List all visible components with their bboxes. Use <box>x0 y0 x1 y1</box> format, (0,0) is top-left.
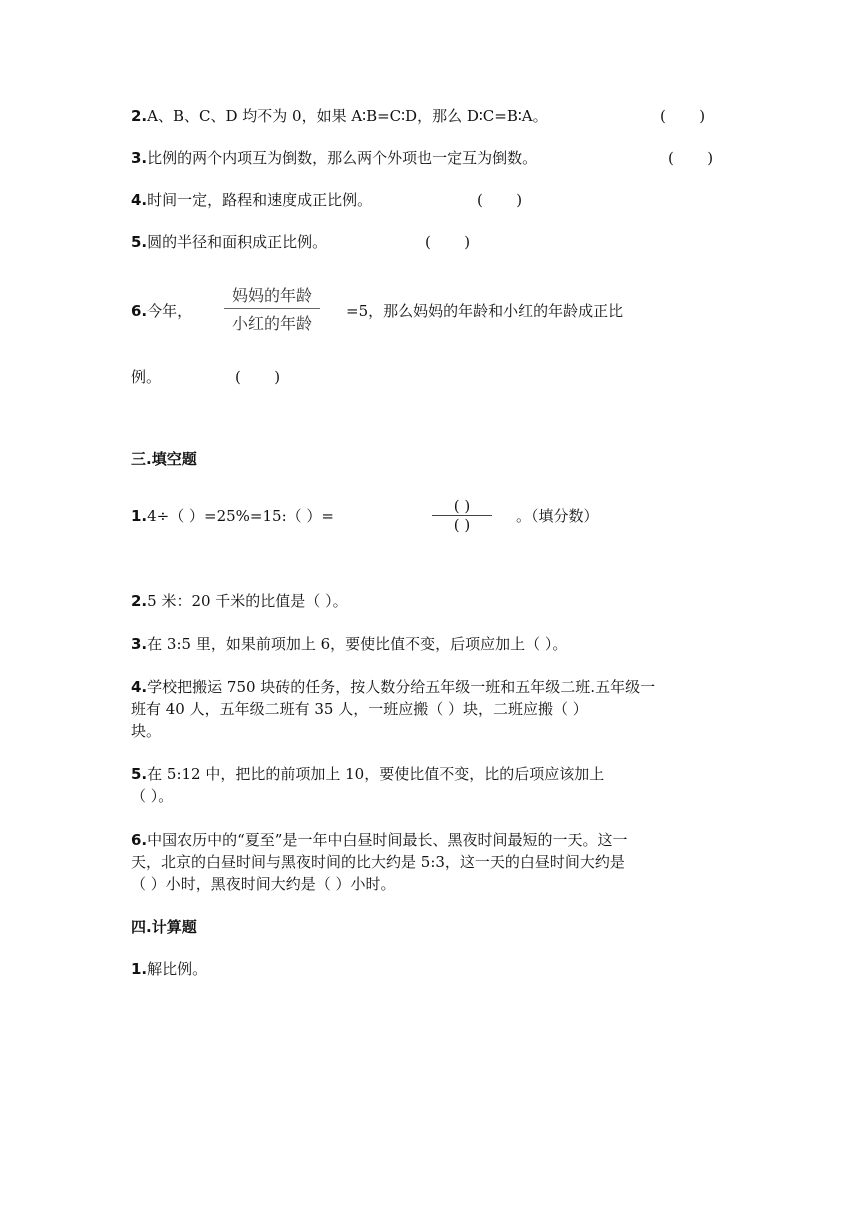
calc-question-1 <box>131 959 207 979</box>
fill-question-5 <box>131 764 604 784</box>
section-title: 四.计算题 <box>131 918 197 936</box>
question-number: 6. <box>131 831 148 849</box>
question-text: 圆的半径和面积成正比例。 <box>147 233 328 251</box>
question-suffix: =5，那么妈妈的年龄和小红的年龄成正比 <box>346 302 624 320</box>
fill-question-4 <box>131 677 655 697</box>
question-number: 3. <box>131 149 148 167</box>
question-note: 。（填分数） <box>516 507 599 525</box>
question-number: 3. <box>131 635 148 653</box>
fill-question-1 <box>131 506 334 526</box>
question-number: 6. <box>131 302 148 320</box>
judge-question-4 <box>131 190 372 210</box>
question-prefix: 今年， <box>147 302 193 320</box>
fill-question-6 <box>131 830 627 850</box>
question-text: 比例的两个内项互为倒数，那么两个外项也一定互为倒数。 <box>147 149 538 167</box>
question-text[interactable]: 4÷（ ）=25%=15:（ ）= <box>147 507 334 525</box>
question-number: 4. <box>131 678 148 696</box>
question-text: A、B、C、D 均不为 0，如果 A∶B=C∶D，那么 D∶C=B∶A。 <box>147 107 548 125</box>
question-text-line2[interactable]: 班有 40 人，五年级二班有 35 人，一班应搬（ ）块，二班应搬（ ） <box>131 700 588 718</box>
question-text-line3: 块。 <box>131 722 162 740</box>
fraction-numerator: 妈妈的年龄 <box>231 286 312 305</box>
judge-question-6 <box>131 301 192 321</box>
judge-question-5 <box>131 232 327 252</box>
answer-blank[interactable]: ( ) <box>477 191 523 209</box>
question-text-line2[interactable]: （ ）。 <box>131 787 174 805</box>
answer-blank[interactable]: ( ) <box>425 233 471 251</box>
fill-question-2 <box>131 591 348 611</box>
answer-blank[interactable]: ( ) <box>668 149 714 167</box>
question-number: 1. <box>131 960 148 978</box>
question-number: 2. <box>131 107 148 125</box>
question-text-line2: 天，北京的白昼时间与黑夜时间的比大约是 5:3，这一天的白昼时间大约是 <box>131 853 625 871</box>
age-fraction-image <box>224 283 320 334</box>
blank-fraction[interactable] <box>432 497 492 534</box>
answer-blank[interactable]: ( ) <box>235 368 281 386</box>
question-text-line1: 中国农历中的“夏至”是一年中白昼时间最长、黑夜时间最短的一天。这一 <box>147 831 628 849</box>
question-text: 解比例。 <box>147 960 208 978</box>
question-number: 5. <box>131 233 148 251</box>
section-title: 三.填空题 <box>131 450 197 468</box>
fraction-denominator: 小红的年龄 <box>231 314 312 333</box>
fraction-numerator: ( ) <box>453 497 471 515</box>
fraction-bar <box>224 308 320 309</box>
fraction-denominator: ( ) <box>453 516 471 534</box>
question-number: 4. <box>131 191 148 209</box>
question-text-line1: 学校把搬运 750 块砖的任务，按人数分给五年级一班和五年级二班.五年级一 <box>147 678 656 696</box>
question-text: 时间一定，路程和速度成正比例。 <box>147 191 373 209</box>
question-number: 5. <box>131 765 148 783</box>
question-text-line3[interactable]: （ ）小时，黑夜时间大约是（ ）小时。 <box>131 875 396 893</box>
question-text[interactable]: 5 米：20 千米的比值是（ ）。 <box>147 592 348 610</box>
fill-question-3 <box>131 634 567 654</box>
judge-question-3 <box>131 148 537 168</box>
question-number: 1. <box>131 507 148 525</box>
judge-question-2 <box>131 106 548 126</box>
question-text-line1: 在 5:12 中，把比的前项加上 10，要使比值不变，比的后项应该加上 <box>147 765 605 783</box>
question-text[interactable]: 在 3:5 里，如果前项加上 6，要使比值不变，后项应加上（ ）。 <box>147 635 568 653</box>
question-continuation: 例。 <box>131 368 162 386</box>
question-number: 2. <box>131 592 148 610</box>
answer-blank[interactable]: ( ) <box>660 107 706 125</box>
